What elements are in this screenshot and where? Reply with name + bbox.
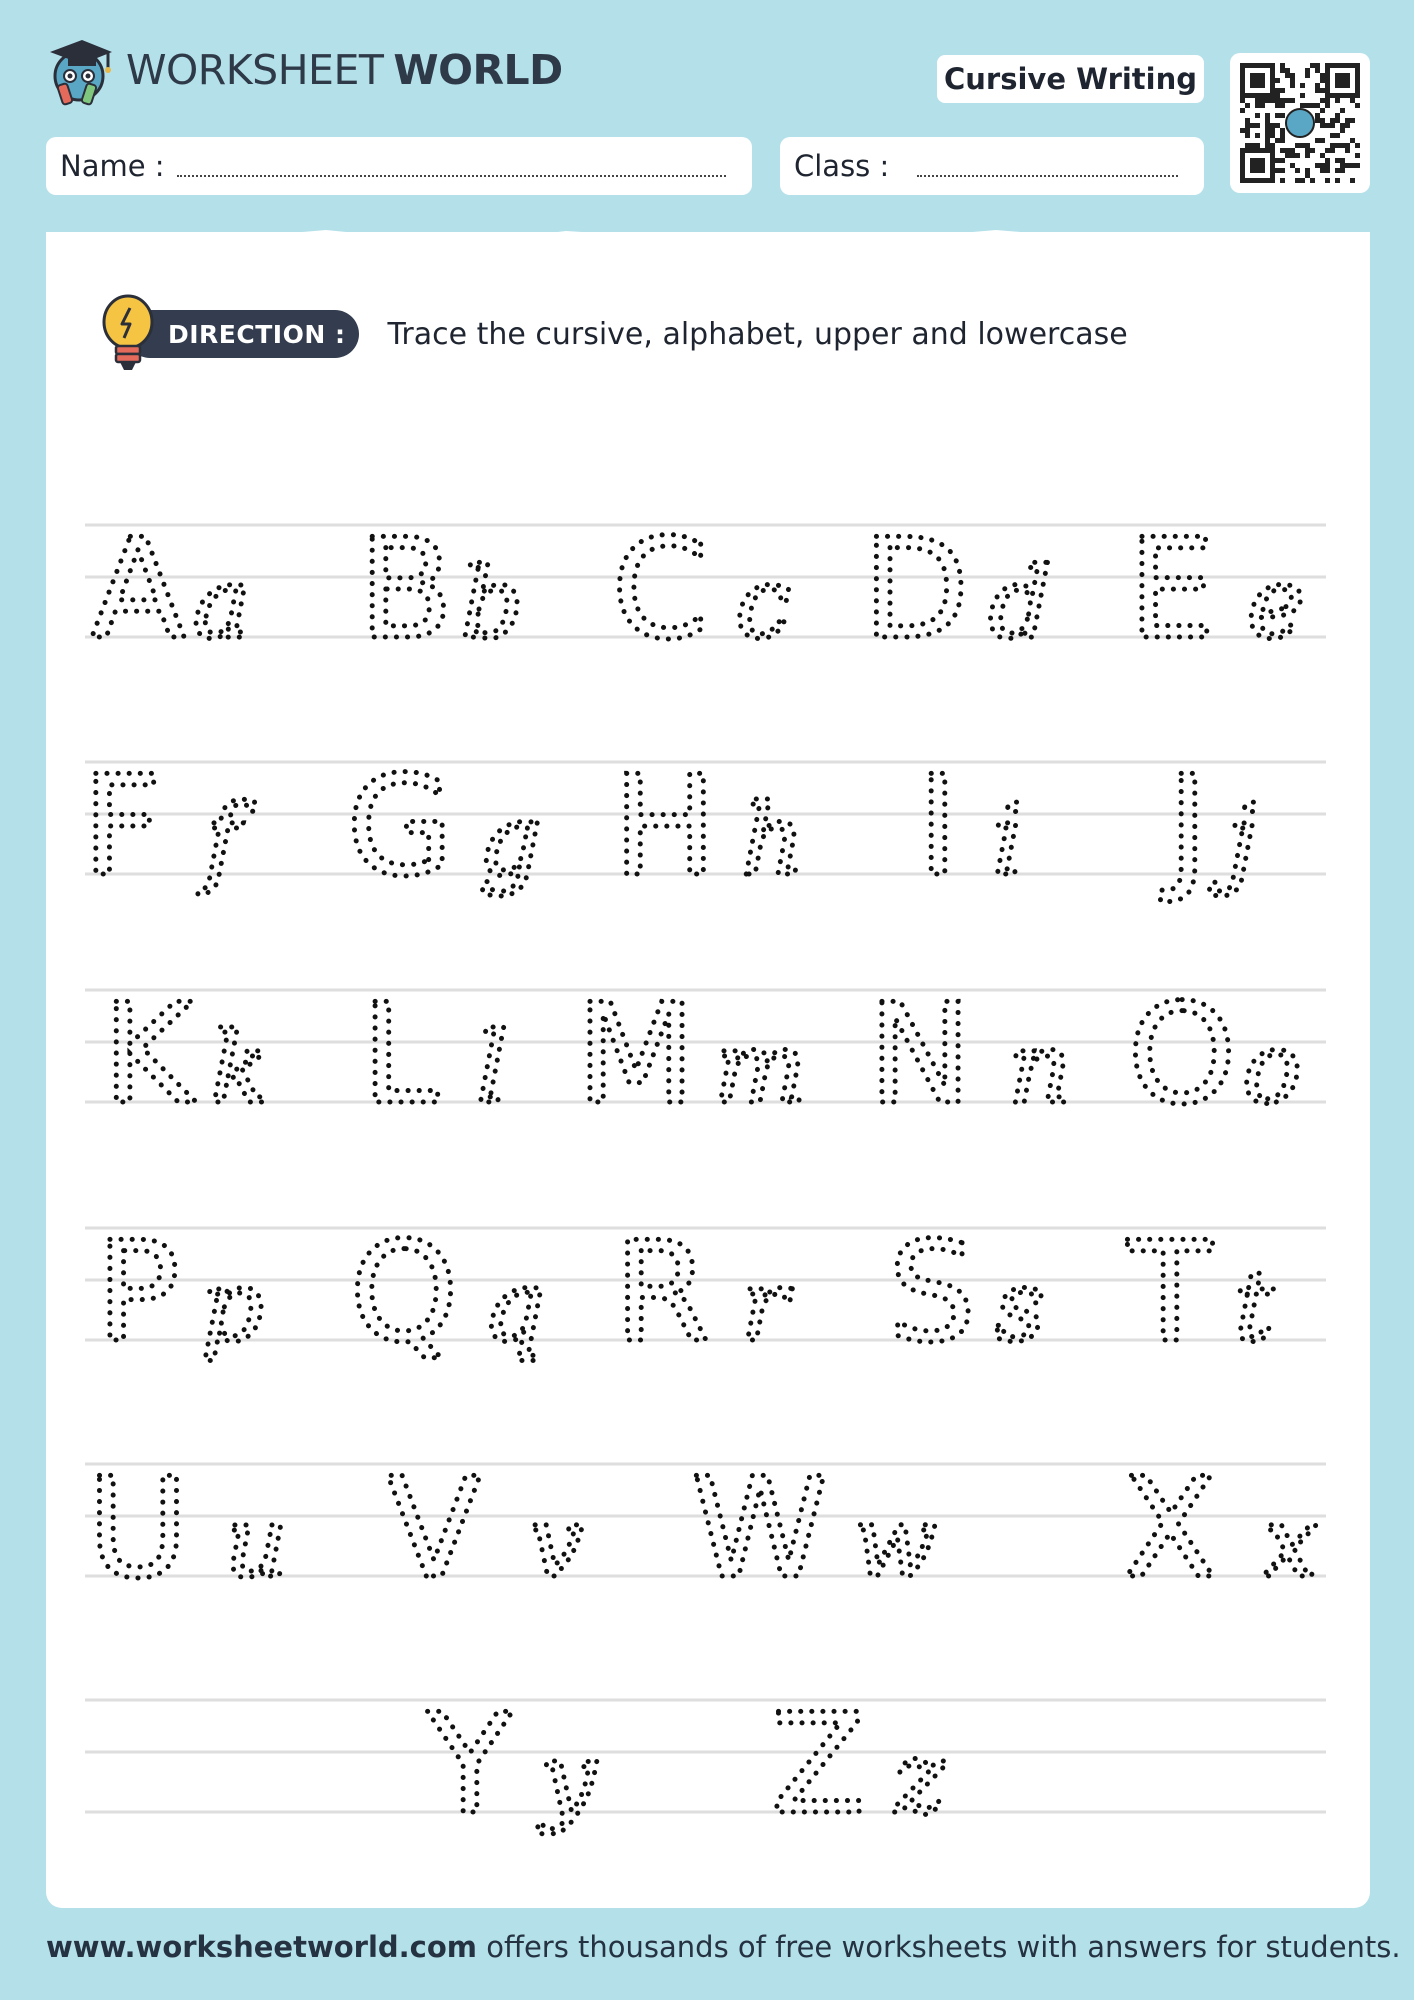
tracing-letter-lower-p: p <box>200 1250 264 1364</box>
tracing-letter-lower-c: c <box>735 547 791 661</box>
tracing-letter-upper-u: U <box>87 1448 189 1609</box>
tracing-letter-lower-a: a <box>192 547 252 661</box>
lightbulb-icon <box>100 292 156 376</box>
tracing-letter-upper-p: P <box>96 1212 180 1373</box>
tracing-letter-lower-n: n <box>1008 1012 1072 1126</box>
tracing-letter-upper-y: Y <box>427 1684 513 1845</box>
tracing-letter-upper-g: G <box>346 746 454 907</box>
tracing-letter-lower-v: v <box>528 1486 584 1600</box>
tracing-letter-lower-k: k <box>210 1012 270 1126</box>
tracing-letter-lower-h: h <box>741 784 805 898</box>
tracing-letter-lower-x: x <box>1262 1486 1318 1600</box>
tracing-letter-lower-q: q <box>482 1250 546 1364</box>
tracing-letter-lower-m: m <box>713 1012 807 1126</box>
tracing-letter-lower-e: e <box>1247 547 1305 661</box>
tracing-letter-lower-l: l <box>476 1012 508 1126</box>
tracing-letter-lower-o: o <box>1242 1012 1302 1126</box>
tracing-letter-upper-h: H <box>613 746 717 907</box>
tracing-letter-upper-t: T <box>1127 1212 1213 1373</box>
class-label: Class : <box>794 149 890 183</box>
tracing-letter-upper-o: O <box>1127 974 1237 1135</box>
tracing-letter-lower-f: f <box>203 784 241 898</box>
tracing-letter-lower-d: d <box>988 547 1052 661</box>
tracing-letter-upper-s: S <box>888 1212 976 1373</box>
tracing-letter-upper-w: W <box>691 1448 829 1609</box>
tracing-letter-upper-k: K <box>102 974 194 1135</box>
footer-site-link[interactable]: www.worksheetworld.com <box>46 1930 478 1964</box>
tracing-letter-upper-i: I <box>917 746 959 907</box>
tracing-letter-lower-s: s <box>994 1250 1046 1364</box>
brand-name-bold: WORLD <box>393 46 563 94</box>
footer-message: offers thousands of free worksheets with answers for students. <box>477 1930 1401 1964</box>
tracing-letter-lower-g: g <box>478 784 542 898</box>
tracing-letter-upper-f: F <box>82 746 162 907</box>
tracing-letter-upper-b: B <box>358 509 454 670</box>
tracing-letter-lower-t: t <box>1234 1250 1274 1364</box>
brand-name-light: WORKSHEET <box>126 46 384 94</box>
tracing-letter-lower-j: j <box>1226 784 1258 898</box>
tracing-letter-upper-r: R <box>614 1212 710 1373</box>
direction-label: DIRECTION : <box>126 310 359 358</box>
tracing-letter-upper-z: Z <box>770 1684 866 1845</box>
tracing-letter-upper-a: A <box>90 509 186 670</box>
footer-text <box>46 1930 1401 1964</box>
name-label: Name : <box>60 149 165 183</box>
tracing-letter-lower-r: r <box>740 1250 788 1364</box>
tracing-letter-upper-q: Q <box>349 1212 459 1373</box>
tracing-letter-lower-w: w <box>853 1486 937 1600</box>
tracing-letter-lower-u: u <box>224 1486 288 1600</box>
tracing-letter-lower-y: y <box>540 1722 596 1836</box>
tracing-letter-upper-l: L <box>361 974 439 1135</box>
tracing-letter-upper-c: C <box>611 509 709 670</box>
tracing-letter-upper-x: X <box>1122 1448 1218 1609</box>
tracing-letter-lower-z: z <box>894 1722 946 1836</box>
worksheet-type-badge: Cursive Writing <box>937 55 1204 103</box>
tracing-letter-upper-m: M <box>576 974 696 1135</box>
tracing-letter-upper-e: E <box>1128 509 1216 670</box>
direction-text: Trace the cursive, alphabet, upper and lowercase <box>387 316 1128 352</box>
tracing-letter-lower-b: b <box>460 547 524 661</box>
tracing-letter-upper-v: V <box>386 1448 482 1609</box>
tracing-letter-lower-i: i <box>992 784 1024 898</box>
tracing-letter-upper-d: D <box>862 509 970 670</box>
tracing-letter-upper-j: J <box>1167 746 1209 907</box>
tracing-letter-upper-n: N <box>868 974 972 1135</box>
